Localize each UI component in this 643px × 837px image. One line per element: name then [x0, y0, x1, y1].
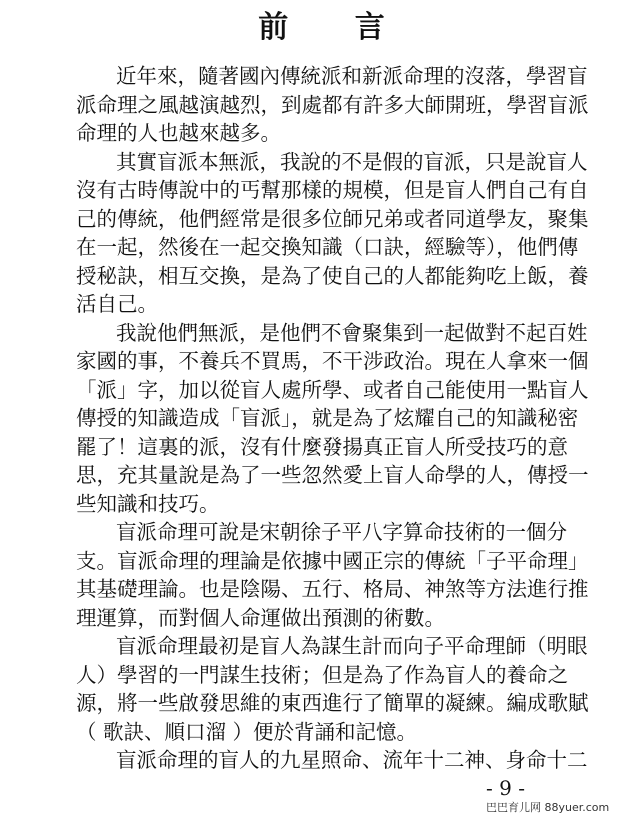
- body-text: [76, 62, 589, 775]
- text-line: 盲派命理可說是宋朝徐子平八字算命技術的一個分: [116, 520, 567, 544]
- text-line: 授秘訣，相互交換，是為了使自己的人都能夠吃上飯，養: [76, 263, 589, 288]
- text-line: 「派」字，加以從盲人處所學、或者自己能使用一點盲人: [76, 377, 589, 402]
- text-line: 人）學習的一門謀生技術；但是為了作為盲人的養命之: [76, 662, 568, 687]
- text-line: 思，充其量說是為了一些忽然愛上盲人命學的人，傳授一: [76, 463, 589, 487]
- text-line: 支。盲派命理的理論是依據中國正宗的傳統「子平命理」: [76, 548, 589, 573]
- text-line: 盲派命理的盲人的九星照命、流年十二神、身命十二: [116, 748, 588, 772]
- text-line: 理運算，而對個人命運做出預測的術數。: [76, 605, 445, 630]
- text-line: 己的傳統，他們經常是很多位師兄弟或者同道學友，聚集: [76, 206, 589, 231]
- text-line: 活自己。: [76, 292, 158, 316]
- text-line: 派命理之風越演越烈，到處都有許多大師開班，學習盲派: [76, 92, 589, 117]
- page-number: - 9 -: [486, 776, 525, 800]
- text-line: 罷了！這裏的派，沒有什麼發揚真正盲人所受技巧的意: [76, 434, 568, 459]
- text-line: 盲派命理最初是盲人為謀生計而向子平命理師（明眼: [116, 634, 588, 658]
- text-line: （ 歌訣、順口溜 ）便於背誦和記憶。: [76, 719, 418, 744]
- text-line: 我說他們無派，是他們不會聚集到一起做對不起百姓: [116, 320, 588, 345]
- text-line: 源，將一些啟發思維的東西進行了簡單的凝練。編成歌賦: [76, 691, 589, 715]
- text-line: 其實盲派本無派，我說的不是假的盲派，只是說盲人: [116, 149, 588, 174]
- site-watermark: 巴巴育儿网 88yuer.com: [486, 801, 610, 814]
- text-line: 近年來，隨著國內傳統派和新派命理的沒落，學習盲: [116, 64, 588, 88]
- text-line: 些知識和技巧。: [76, 491, 220, 516]
- text-line: 傳授的知識造成「盲派」，就是為了炫耀自己的知識秘密: [76, 406, 579, 430]
- text-line: 其基礎理論。也是陰陽、五行、格局、神煞等方法進行推: [76, 577, 589, 601]
- text-line: 在一起，然後在一起交換知識（口訣，經驗等），他們傳: [76, 235, 579, 259]
- text-line: 家國的事，不養兵不買馬，不干涉政治。現在人拿來一個: [76, 349, 589, 373]
- page-title: 前 言: [258, 10, 413, 45]
- text-line: 沒有古時傳說中的丐幫那樣的規模，但是盲人們自己有自: [76, 178, 589, 202]
- text-line: 命理的人也越來越多。: [76, 121, 281, 145]
